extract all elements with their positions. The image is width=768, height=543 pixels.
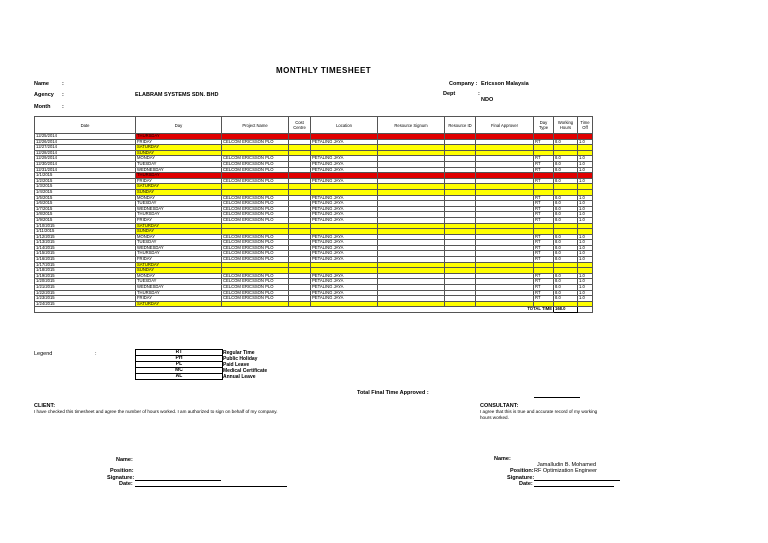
cell-date: 1/5/2015 [35, 195, 136, 201]
cell-day: TUESDAY [136, 279, 222, 285]
cell-time-off: 1.0 [578, 240, 593, 246]
col-cost-centre: Cost Centre [289, 117, 311, 134]
agency-value: ELABRAM SYSTEMS SDN. BHD [135, 92, 219, 98]
company-value: Ericsson Malaysia [481, 81, 529, 87]
cell-day: TUESDAY [136, 161, 222, 167]
total-label: TOTAL TIME [35, 307, 554, 313]
cell-date: 1/24/2015 [35, 301, 136, 307]
col-day: Day [136, 117, 222, 134]
col-approver: Final Approver [476, 117, 534, 134]
dept-colon: : [478, 91, 480, 97]
cell-location: PETALING JAYA [311, 285, 378, 291]
cell-day: THURSDAY [136, 290, 222, 296]
client-signature-label: Signature: [107, 475, 135, 481]
client-name-label: Name: [116, 457, 133, 463]
cell-project: CELCOM ERICSSON PLO [222, 167, 289, 173]
consultant-name-label: Name: [494, 456, 511, 462]
cell-time-off: 1.0 [578, 139, 593, 145]
cell-working-hours: 8.0 [554, 156, 578, 162]
legend-table [135, 349, 223, 380]
cell-location: PETALING JAYA [311, 245, 378, 251]
cell-date: 1/15/2015 [35, 251, 136, 257]
legend-description: Medical Certificate [223, 368, 268, 374]
cell-location: PETALING JAYA [311, 178, 378, 184]
client-label: CLIENT: [34, 403, 56, 409]
total-approved-label: Total Final Time Approved : [357, 390, 429, 396]
legend-description: Annual Leave [223, 374, 256, 380]
cell-day: WEDNESDAY [136, 285, 222, 291]
cell-day: THURSDAY [136, 251, 222, 257]
cell-project: CELCOM ERICSSON PLO [222, 195, 289, 201]
cell-project: CELCOM ERICSSON PLO [222, 156, 289, 162]
cell-date: 1/12/2015 [35, 234, 136, 240]
cell-day-type: RT [534, 234, 554, 240]
cell-time-off: 1.0 [578, 201, 593, 207]
legend-code: AL [136, 374, 223, 380]
cell-project: CELCOM ERICSSON PLO [222, 206, 289, 212]
cell-date: 1/19/2015 [35, 273, 136, 279]
cell-location: PETALING JAYA [311, 195, 378, 201]
cell-date: 12/30/2014 [35, 161, 136, 167]
col-date: Date [35, 117, 136, 134]
consultant-signature-label: Signature: [507, 475, 535, 481]
cell-day-type: RT [534, 240, 554, 246]
cell-project: CELCOM ERICSSON PLO [222, 139, 289, 145]
col-resource-id: Resource ID [445, 117, 476, 134]
consultant-signature-line [534, 480, 620, 481]
cell-day: SATURDAY [136, 223, 222, 229]
cell-day: FRIDAY [136, 257, 222, 263]
cell-time-off: 1.0 [578, 279, 593, 285]
cell-day: THURSDAY [136, 173, 222, 179]
cell-location: PETALING JAYA [311, 156, 378, 162]
cell-project: CELCOM ERICSSON PLO [222, 217, 289, 223]
col-project: Project Name [222, 117, 289, 134]
cell-day: WEDNESDAY [136, 206, 222, 212]
total-value: 168.0 [554, 307, 578, 313]
cell-date: 12/27/2014 [35, 145, 136, 151]
cell-day-type: RT [534, 212, 554, 218]
col-day-type: Day Type [534, 117, 554, 134]
cell-date: 1/22/2015 [35, 290, 136, 296]
cell-date: 1/8/2015 [35, 212, 136, 218]
cell-day: TUESDAY [136, 201, 222, 207]
cell-working-hours: 8.0 [554, 290, 578, 296]
cell-time-off: 1.0 [578, 257, 593, 263]
cell-project: CELCOM ERICSSON PLO [222, 178, 289, 184]
cell-location: PETALING JAYA [311, 139, 378, 145]
cell-day-type: RT [534, 290, 554, 296]
cell-day-type: RT [534, 273, 554, 279]
cell-time-off: 1.0 [578, 234, 593, 240]
cell-location: PETALING JAYA [311, 273, 378, 279]
cell-time-off: 1.0 [578, 212, 593, 218]
cell-date: 12/26/2014 [35, 139, 136, 145]
cell-day: MONDAY [136, 273, 222, 279]
cell-date: 1/18/2015 [35, 268, 136, 274]
legend-code: RT [136, 350, 223, 356]
month-colon: : [62, 104, 64, 110]
cell-day-type: RT [534, 178, 554, 184]
cell-day-type: RT [534, 156, 554, 162]
cell-time-off: 1.0 [578, 206, 593, 212]
cell-date: 12/29/2014 [35, 156, 136, 162]
cell-working-hours: 8.0 [554, 195, 578, 201]
cell-date: 12/31/2014 [35, 167, 136, 173]
cell-time-off: 1.0 [578, 156, 593, 162]
cell-date: 1/3/2015 [35, 184, 136, 190]
agency-label: Agency [34, 92, 54, 98]
legend-description: Public Holiday [223, 356, 258, 362]
cell-time-off: 1.0 [578, 161, 593, 167]
cell-project: CELCOM ERICSSON PLO [222, 273, 289, 279]
cell-location: PETALING JAYA [311, 296, 378, 302]
cell-time-off: 1.0 [578, 285, 593, 291]
cell-date: 1/1/2015 [35, 173, 136, 179]
cell-location: PETALING JAYA [311, 217, 378, 223]
total-row [35, 307, 593, 313]
cell-day-type: RT [534, 206, 554, 212]
cell-working-hours: 8.0 [554, 285, 578, 291]
cell-working-hours: 8.0 [554, 245, 578, 251]
cell-date: 1/17/2015 [35, 262, 136, 268]
cell-day: MONDAY [136, 156, 222, 162]
legend-code: MC [136, 368, 223, 374]
client-position-label: Position: [110, 468, 134, 474]
cell-day: FRIDAY [136, 217, 222, 223]
cell-location: PETALING JAYA [311, 257, 378, 263]
legend-description: Regular Time [223, 350, 255, 356]
cell-project: CELCOM ERICSSON PLO [222, 212, 289, 218]
cell-day: SATURDAY [136, 184, 222, 190]
cell-date: 1/2/2015 [35, 178, 136, 184]
cell-date: 12/28/2014 [35, 150, 136, 156]
client-signature-line [135, 480, 221, 481]
cell-day-type: RT [534, 245, 554, 251]
cell-day: MONDAY [136, 195, 222, 201]
cell-working-hours: 8.0 [554, 257, 578, 263]
cell-location: PETALING JAYA [311, 167, 378, 173]
cell-working-hours: 8.0 [554, 206, 578, 212]
cell-location: PETALING JAYA [311, 201, 378, 207]
cell-day-type: RT [534, 296, 554, 302]
cell-time-off: 1.0 [578, 195, 593, 201]
cell-day: THURSDAY [136, 212, 222, 218]
legend-description: Paid Leave [223, 362, 250, 368]
cell-day: MONDAY [136, 234, 222, 240]
cell-day-type: RT [534, 217, 554, 223]
cell-project: CELCOM ERICSSON PLO [222, 161, 289, 167]
cell-day-type: RT [534, 167, 554, 173]
consultant-statement: I agree that this is true and accurate record of my working hours worked. [480, 409, 598, 420]
cell-day-type: RT [534, 257, 554, 263]
name-colon: : [62, 81, 64, 87]
cell-date: 1/20/2015 [35, 279, 136, 285]
cell-working-hours: 8.0 [554, 279, 578, 285]
cell-time-off: 1.0 [578, 296, 593, 302]
cell-location: PETALING JAYA [311, 206, 378, 212]
cell-working-hours: 8.0 [554, 234, 578, 240]
client-date-line [135, 486, 287, 487]
cell-time-off: 1.0 [578, 178, 593, 184]
legend-colon: : [95, 351, 97, 357]
consultant-label: CONSULTANT: [480, 403, 519, 409]
agency-colon: : [62, 92, 64, 98]
cell-time-off: 1.0 [578, 273, 593, 279]
cell-day: TUESDAY [136, 240, 222, 246]
legend-code: PH [136, 356, 223, 362]
cell-project: CELCOM ERICSSON PLO [222, 285, 289, 291]
cell-day: SATURDAY [136, 301, 222, 307]
approved-line [534, 397, 580, 398]
cell-date: 1/21/2015 [35, 285, 136, 291]
month-label: Month [34, 104, 51, 110]
cell-project: CELCOM ERICSSON PLO [222, 279, 289, 285]
cell-date: 1/4/2015 [35, 189, 136, 195]
cell-project: CELCOM ERICSSON PLO [222, 201, 289, 207]
legend-label: Legend [34, 351, 53, 357]
cell-day-type: RT [534, 251, 554, 257]
cell-working-hours: 8.0 [554, 251, 578, 257]
cell-day-type: RT [534, 195, 554, 201]
cell-project: CELCOM ERICSSON PLO [222, 240, 289, 246]
cell-day: FRIDAY [136, 178, 222, 184]
cell-location: PETALING JAYA [311, 279, 378, 285]
cell-day: FRIDAY [136, 139, 222, 145]
cell-project: CELCOM ERICSSON PLO [222, 290, 289, 296]
legend-code: PL [136, 362, 223, 368]
cell-project: CELCOM ERICSSON PLO [222, 251, 289, 257]
consultant-name-value: Jamalludin B. Mohamed [537, 462, 597, 468]
cell-day: THURSDAY [136, 134, 222, 140]
cell-date: 1/11/2015 [35, 229, 136, 235]
cell-location: PETALING JAYA [311, 212, 378, 218]
cell-day: WEDNESDAY [136, 245, 222, 251]
consultant-date-line [534, 486, 614, 487]
cell-project: CELCOM ERICSSON PLO [222, 296, 289, 302]
cell-date: 1/16/2015 [35, 257, 136, 263]
cell-time-off: 1.0 [578, 245, 593, 251]
cell-location: PETALING JAYA [311, 251, 378, 257]
cell-working-hours: 8.0 [554, 212, 578, 218]
col-signum: Resource Signum [378, 117, 445, 134]
cell-working-hours: 8.0 [554, 296, 578, 302]
cell-time-off: 1.0 [578, 290, 593, 296]
cell-date: 1/6/2015 [35, 201, 136, 207]
cell-working-hours: 8.0 [554, 201, 578, 207]
cell-working-hours: 8.0 [554, 240, 578, 246]
consultant-date-label: Date: [519, 481, 533, 487]
cell-project: CELCOM ERICSSON PLO [222, 245, 289, 251]
cell-project: CELCOM ERICSSON PLO [222, 234, 289, 240]
cell-day: SATURDAY [136, 145, 222, 151]
cell-day-type: RT [534, 279, 554, 285]
cell-working-hours: 8.0 [554, 139, 578, 145]
cell-project: CELCOM ERICSSON PLO [222, 257, 289, 263]
cell-date: 1/10/2015 [35, 223, 136, 229]
cell-day-type: RT [534, 285, 554, 291]
col-working-hours: Working Hours [554, 117, 578, 134]
cell-date: 12/25/2014 [35, 134, 136, 140]
cell-day: SUNDAY [136, 189, 222, 195]
cell-date: 1/13/2015 [35, 240, 136, 246]
cell-day: SATURDAY [136, 262, 222, 268]
timesheet-table [34, 116, 593, 313]
cell-location: PETALING JAYA [311, 161, 378, 167]
client-statement: I have checked this timesheet and agree the number of hours worked. I am authorized to sign on behalf of my company. [34, 409, 278, 414]
cell-day: SUNDAY [136, 268, 222, 274]
cell-date: 1/23/2015 [35, 296, 136, 302]
cell-day: SUNDAY [136, 150, 222, 156]
cell-day-type: RT [534, 161, 554, 167]
cell-day: WEDNESDAY [136, 167, 222, 173]
name-label: Name [34, 81, 49, 87]
cell-working-hours: 8.0 [554, 167, 578, 173]
cell-location: PETALING JAYA [311, 290, 378, 296]
cell-day: FRIDAY [136, 296, 222, 302]
cell-working-hours: 8.0 [554, 178, 578, 184]
dept-value: NDO [481, 97, 494, 103]
col-time-off: Time Off [578, 117, 593, 134]
dept-label: Dept [443, 91, 456, 97]
consultant-position-value: RF Optimization Engineer [534, 468, 597, 474]
cell-day: SUNDAY [136, 229, 222, 235]
cell-date: 1/7/2015 [35, 206, 136, 212]
legend-row [136, 374, 223, 380]
cell-location: PETALING JAYA [311, 234, 378, 240]
cell-working-hours: 8.0 [554, 273, 578, 279]
company-label: Company : [449, 81, 478, 87]
col-location: Location [311, 117, 378, 134]
cell-time-off: 1.0 [578, 251, 593, 257]
cell-working-hours: 8.0 [554, 161, 578, 167]
consultant-position-label: Position: [510, 468, 534, 474]
cell-time-off: 1.0 [578, 167, 593, 173]
cell-time-off: 1.0 [578, 217, 593, 223]
cell-location: PETALING JAYA [311, 240, 378, 246]
cell-date: 1/14/2015 [35, 245, 136, 251]
cell-date: 1/9/2015 [35, 217, 136, 223]
client-date-label: Date: [119, 481, 133, 487]
cell-working-hours: 8.0 [554, 217, 578, 223]
page-title: MONTHLY TIMESHEET [276, 66, 372, 75]
cell-day-type: RT [534, 201, 554, 207]
legend-descriptions [223, 350, 267, 380]
cell-day-type: RT [534, 139, 554, 145]
